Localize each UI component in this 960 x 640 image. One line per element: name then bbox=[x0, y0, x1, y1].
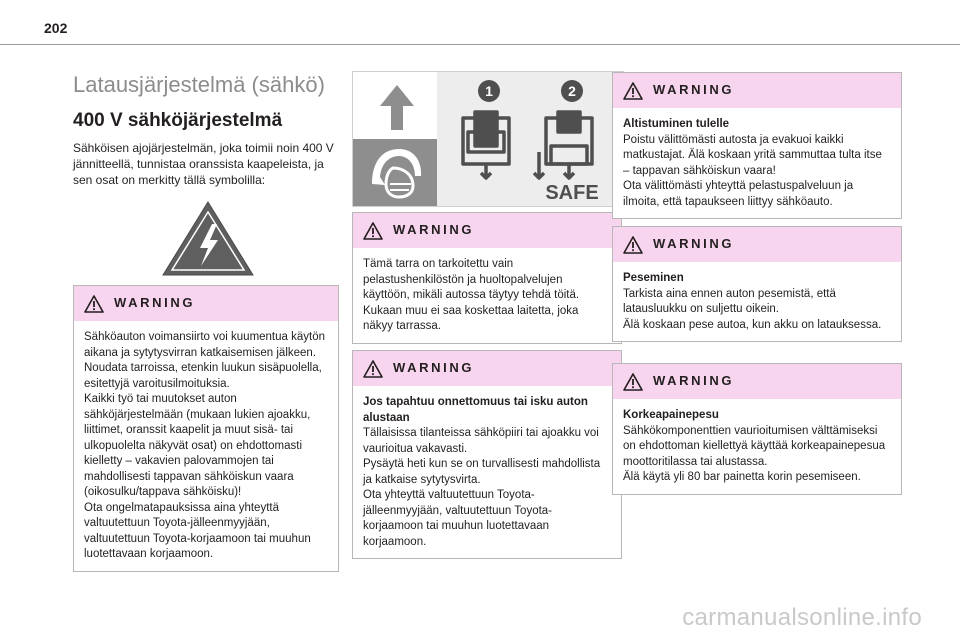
warning-box bbox=[612, 72, 902, 219]
warning-line: Älä koskaan pese autoa, kun akku on latauksessa. bbox=[623, 318, 882, 331]
service-plug-icon bbox=[463, 112, 509, 178]
warning-header bbox=[613, 73, 901, 108]
service-plug-removed-icon bbox=[534, 112, 592, 178]
warning-header bbox=[613, 364, 901, 399]
warning-box bbox=[352, 212, 622, 344]
warning-line: Kaikki työ tai muutokset auton sähköjärjestelmään (mukaan lukien ajoakku, liittimet, oranssit kaapelit ja muut sisä- tai ulkopuolelta näkyvät osat) on ehdottomasti kielletty – vakavien palovammojen tai mahdollisesti tappavan sähköiskun vaara (oikosulku/tappava sähköisku)! bbox=[84, 393, 311, 498]
warning-lead: Korkeapainepesu bbox=[623, 409, 719, 421]
warning-box bbox=[612, 363, 902, 495]
warning-triangle-icon bbox=[623, 82, 643, 100]
warning-label: WARNING bbox=[653, 373, 735, 388]
rescue-label-illustration bbox=[352, 71, 624, 207]
warning-line: Sähkökomponenttien vaurioitumisen välttämiseksi on ehdottoman kiellettyä käyttää korkeapainepesua moottoritilassa tai alustassa. bbox=[623, 424, 886, 468]
section-title: Latausjärjestelmä (sähkö) bbox=[73, 72, 325, 97]
warning-body bbox=[353, 386, 621, 558]
warning-label: WARNING bbox=[393, 360, 475, 375]
warning-line: Tämä tarra on tarkoitettu vain pelastushenkilöstön ja huoltopalvelujen käyttöön, mikäli autossa täytyy tehdä töitä. Kukaan muu ei saa koskettaa laitetta, joka näkyy tarrassa. bbox=[363, 258, 580, 332]
warning-header bbox=[613, 227, 901, 262]
warning-line: Ota ongelmatapauksissa aina yhteyttä valtuutettuun Toyota-jälleenmyyjään, valtuutettuun Toyota-korjaamoon tai muuhun luotettavaan korjaamoon. bbox=[84, 501, 311, 560]
warning-lead: Jos tapahtuu onnettomuus tai isku auton alustaan bbox=[363, 396, 588, 424]
header-divider bbox=[0, 44, 960, 45]
warning-box bbox=[352, 350, 622, 559]
warning-line: Pysäytä heti kun se on turvallisesti mahdollista ja katkaise sytytysvirta. bbox=[363, 458, 601, 486]
warning-triangle-icon bbox=[363, 222, 383, 240]
warning-line: Tarkista aina ennen auton pesemistä, että latausluukku on suljettu oikein. bbox=[623, 287, 836, 315]
warning-triangle-icon bbox=[623, 236, 643, 254]
warning-header bbox=[353, 351, 621, 386]
warning-line: Ota välittömästi yhteyttä pelastuspalveluun ja ilmoita, että tapaukseen liittyy sähköauto. bbox=[623, 180, 854, 208]
warning-line: Ota yhteyttä valtuutettuun Toyota-jälleenmyyjään, valtuutettuun Toyota-korjaamoon tai muuhun luotettavaan korjaamoon. bbox=[363, 489, 553, 548]
warning-header bbox=[74, 286, 338, 321]
warning-line: Poistu välittömästi autosta ja evakuoi kaikki matkustajat. Älä koskaan yritä sammuttaa tulta itse – tappavan sähköiskun vaara! bbox=[623, 133, 882, 177]
warning-line: Tällaisissa tilanteissa sähköpiiri tai ajoakku voi vaurioitua vakavasti. bbox=[363, 427, 599, 455]
warning-label: WARNING bbox=[114, 295, 196, 310]
warning-line: Noudata tarroissa, etenkin luukun sisäpuolella, esitettyjä varoitusilmoituksia. bbox=[84, 362, 322, 390]
warning-body bbox=[613, 399, 901, 494]
page-subtitle: 400 V sähköjärjestelmä bbox=[73, 110, 283, 131]
warning-body bbox=[613, 262, 901, 341]
warning-lead: Peseminen bbox=[623, 272, 684, 284]
warning-box bbox=[612, 226, 902, 342]
watermark: carmanualsonline.info bbox=[682, 604, 922, 631]
warning-triangle-icon bbox=[84, 295, 104, 313]
warning-box bbox=[73, 285, 339, 572]
high-voltage-icon bbox=[160, 198, 256, 278]
warning-lead: Altistuminen tulelle bbox=[623, 118, 730, 130]
step-number-1: 1 bbox=[485, 83, 493, 99]
warning-body bbox=[613, 108, 901, 218]
safe-label: SAFE bbox=[545, 182, 599, 204]
warning-header bbox=[353, 213, 621, 248]
warning-body bbox=[74, 321, 338, 571]
step-number-2: 2 bbox=[568, 83, 576, 99]
warning-line: Älä käytä yli 80 bar painetta korin pesemiseen. bbox=[623, 471, 861, 483]
page-number: 202 bbox=[44, 20, 68, 36]
warning-line: Sähköauton voimansiirto voi kuumentua käytön aikana ja sytytysvirran katkaisemisen jälkeen. bbox=[84, 331, 326, 359]
warning-label: WARNING bbox=[653, 82, 735, 97]
warning-triangle-icon bbox=[363, 360, 383, 378]
warning-triangle-icon bbox=[623, 373, 643, 391]
warning-body bbox=[353, 248, 621, 343]
warning-label: WARNING bbox=[393, 222, 475, 237]
warning-label: WARNING bbox=[653, 236, 735, 251]
intro-text: Sähköisen ajojärjestelmän, joka toimii noin 400 V jännitteellä, tunnistaa oranssista kaapeleista, ja sen osat on merkitty tällä symbolilla: bbox=[73, 141, 334, 187]
